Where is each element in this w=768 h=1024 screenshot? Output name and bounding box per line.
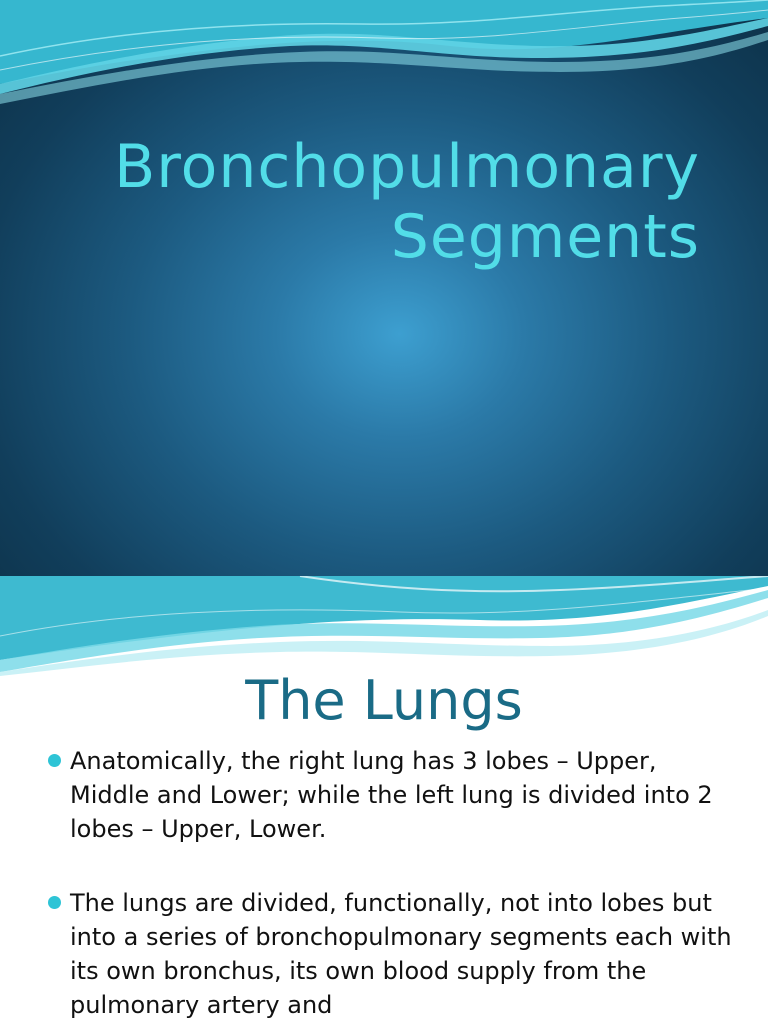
bullet-list	[48, 744, 738, 1024]
bullet-text: The lungs are divided, functionally, not into lobes but into a series of bronchopulmonary segments each with its own bronchus, its own blood supply from the pulmonary artery and	[70, 889, 732, 1019]
wave-decoration-header	[0, 576, 768, 676]
bullet-text: Anatomically, the right lung has 3 lobes – Upper, Middle and Lower; while the left lung is divided into 2 lobes – Upper, Lower.	[70, 747, 713, 843]
slide-title-line-1: Bronchopulmonary	[114, 132, 700, 202]
content-slide	[0, 576, 768, 1024]
bullet-item	[48, 886, 738, 1022]
slide-title-line-2: Segments	[390, 202, 700, 272]
wave-decoration-top	[0, 0, 768, 110]
bullet-icon	[48, 754, 61, 767]
slide-title	[20, 132, 700, 272]
bullet-item	[48, 744, 738, 846]
slide-heading: The Lungs	[245, 669, 523, 732]
bullet-icon	[48, 896, 61, 909]
